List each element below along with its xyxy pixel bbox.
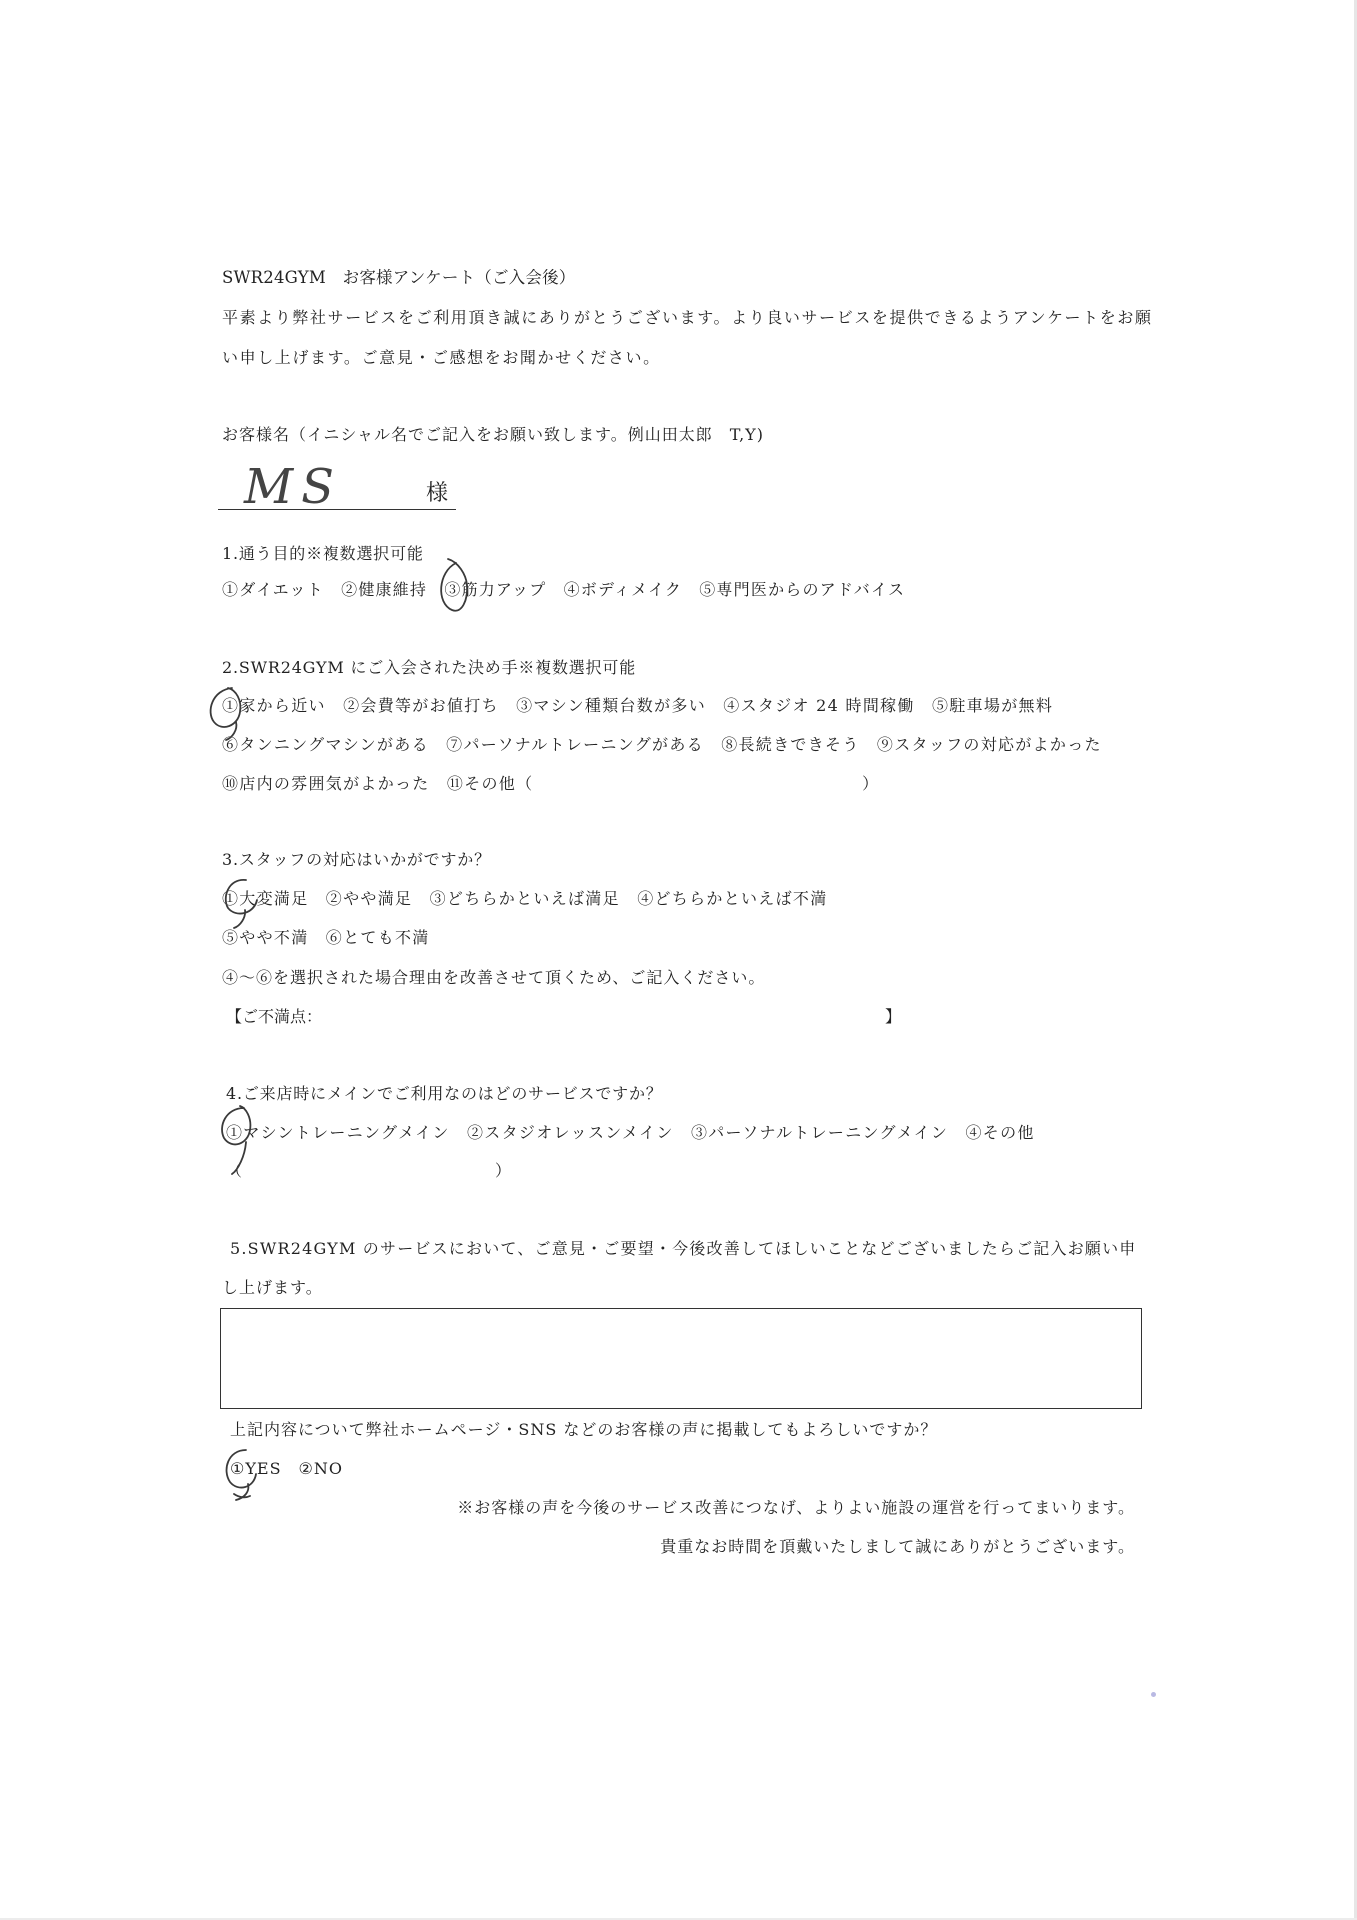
question-3-options: ⑤やや不満 ⑥とても不満 [222,928,430,947]
question-1-options: ①ダイエット ②健康維持 ③筋力アップ ④ボディメイク ⑤専門医からのアドバイス [222,580,906,599]
question-3-options: ①大変満足 ②やや満足 ③どちらかといえば満足 ④どちらかといえば不満 [222,889,828,908]
page-title: SWR24GYM お客様アンケート（ご入会後） [222,268,576,287]
customer-name-underline [218,509,456,510]
complaint-field-open: 【ご不満点： [226,1007,323,1026]
question-5-continued: し上げます。 [222,1278,323,1297]
customer-name-handwriting: MS [244,459,343,515]
question-2-options: ⑩店内の雰囲気がよかった ⑪その他（ ） [222,774,880,793]
free-comment-box[interactable] [220,1308,1142,1409]
question-2-options: ⑥タンニングマシンがある ⑦パーソナルトレーニングがある ⑧長続きできそう ⑨スタッフの対応がよかった [222,735,1102,754]
footer-note: ※お客様の声を今後のサービス改善につなげ、よりよい施設の運営を行ってまいります。 [457,1498,1135,1517]
question-3: 3.スタッフの対応はいかがですか？ [222,850,491,869]
intro-text: い申し上げます。ご意見・ご感想をお聞かせください。 [222,348,661,367]
complaint-field-close: 】 [885,1007,902,1026]
other-field-open: （ [226,1161,243,1180]
scan-speck [1151,1692,1156,1697]
question-2: 2.SWR24GYM にご入会された決め手※複数選択可能 [222,658,637,677]
question-5: 5.SWR24GYM のサービスにおいて、ご意見・ご要望・今後改善してほしいことなどございましたらご記入お願い申 [230,1239,1137,1258]
question-4: 4.ご来店時にメインでご利用なのはどのサービスですか？ [226,1084,663,1103]
publish-consent-options: ①YES ②NO [230,1459,344,1478]
question-3-note: ④～⑥を選択された場合理由を改善させて頂くため、ご記入ください。 [222,968,766,987]
question-1: 1.通う目的※複数選択可能 [222,544,424,563]
honorific: 様 [426,481,449,506]
footer-thanks: 貴重なお時間を頂戴いたしまして誠にありがとうございます。 [660,1537,1135,1556]
question-4-options: ①マシントレーニングメイン ②スタジオレッスンメイン ③パーソナルトレーニングメイン ④その他 [226,1123,1035,1142]
question-2-options: ①家から近い ②会費等がお値打ち ③マシン種類台数が多い ④スタジオ 24 時間稼働 ⑤駐車場が無料 [222,696,1054,715]
intro-text: 平素より弊社サービスをご利用頂き誠にありがとうございます。より良いサービスを提供できるようアンケートをお願 [222,308,1153,327]
other-field-close: ） [495,1161,512,1180]
publish-consent-question: 上記内容について弊社ホームページ・SNS などのお客様の声に掲載してもよろしいですか？ [230,1420,938,1439]
customer-name-label: お客様名（イニシャル名でご記入をお願い致します。例山田太郎 T,Y) [222,425,764,444]
